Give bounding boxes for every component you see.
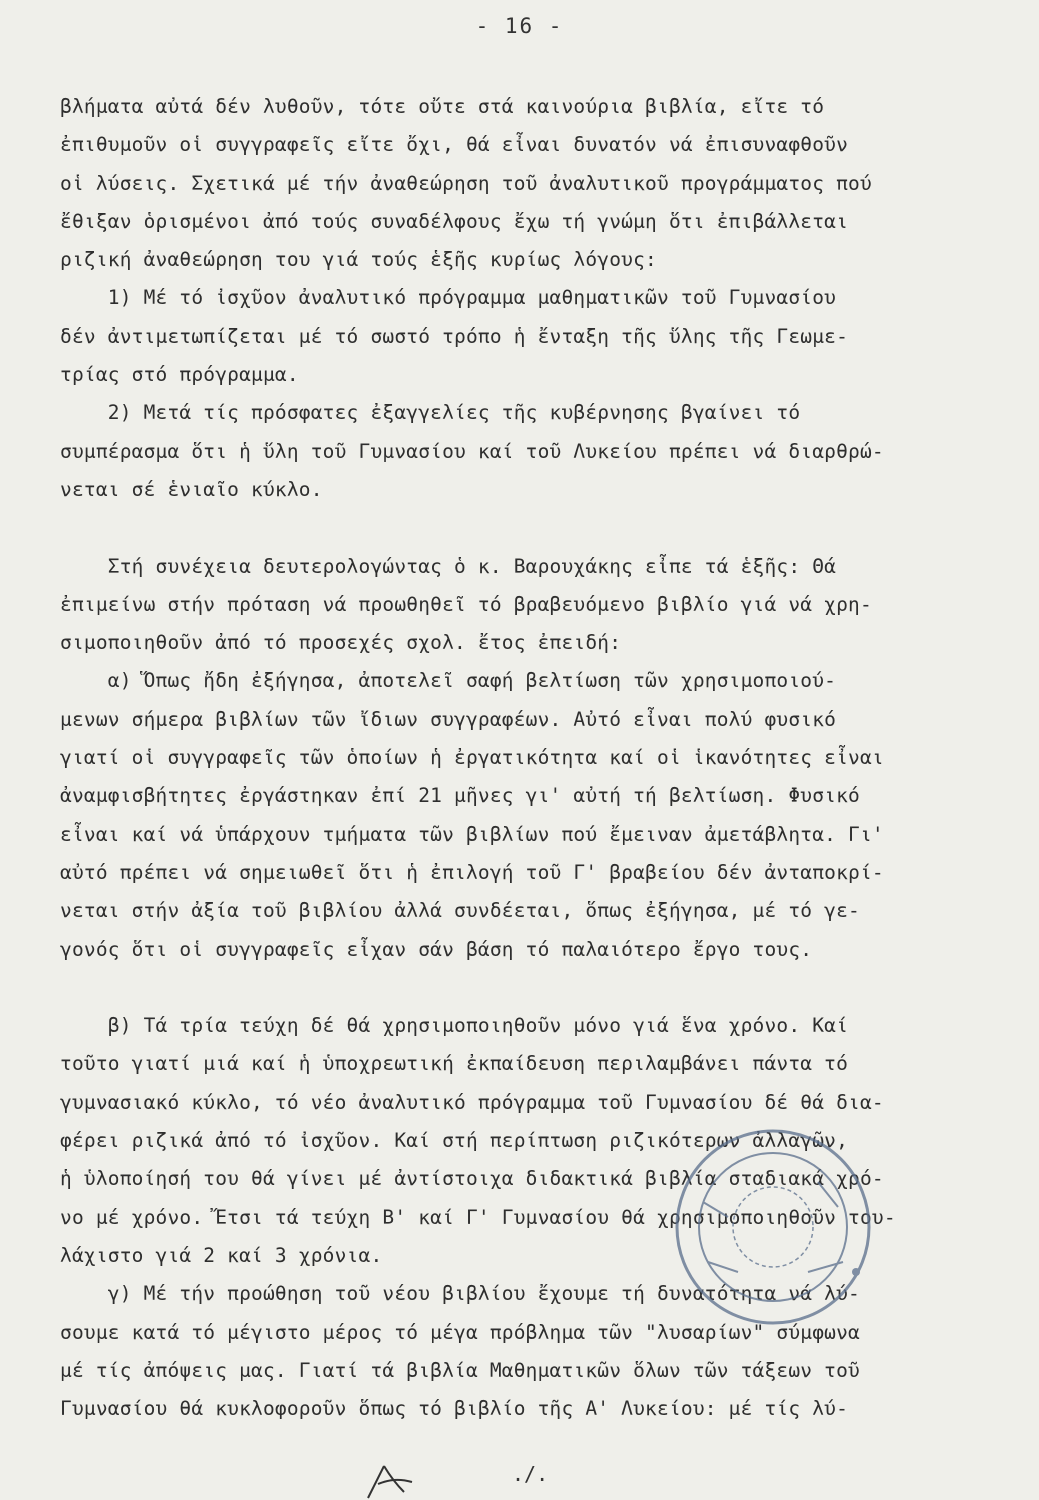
text-line: Γυμνασίου θά κυκλοφοροῦν ὅπως τό βιβλίο τῆς Α' Λυκείου: μέ τίς λύ- (60, 1397, 849, 1421)
text-line: τοῦτο γιατί μιά καί ἡ ὑποχρεωτική ἐκπαίδευση περιλαμβάνει πάντα τό (60, 1052, 849, 1076)
text-line: ἐπιθυμοῦν οἱ συγγραφεῖς εἴτε ὄχι, θά εἶναι δυνατόν νά ἐπισυναφθοῦν (60, 133, 849, 157)
text-line: σιμοποιηθοῦν ἀπό τό προσεχές σχολ. ἔτος ἐπειδή: (60, 631, 622, 655)
text-line: 2) Μετά τίς πρόσφατες ἐξαγγελίες τῆς κυβέρνησης βγαίνει τό (60, 401, 801, 425)
text-line: ἡ ὑλοποίησή του θά γίνει μέ ἀντίστοιχα διδακτικά βιβλία σταδιακά χρό- (60, 1167, 884, 1191)
text-line: Στή συνέχεια δευτερολογώντας ὁ κ. Βαρουχάκης εἶπε τά ἑξῆς: Θά (60, 554, 837, 578)
page-number: - 16 - (475, 14, 564, 38)
text-line: μενων σήμερα βιβλίων τῶν ἴδιων συγγραφέων. Αὐτό εἶναι πολύ φυσικό (60, 707, 837, 731)
continuation-mark: ./. (512, 1462, 549, 1486)
text-line: 1) Μέ τό ἰσχῦον ἀναλυτικό πρόγραμμα μαθηματικῶν τοῦ Γυμνασίου (60, 286, 837, 310)
text-line: γυμνασιακό κύκλο, τό νέο ἀναλυτικό πρόγραμμα τοῦ Γυμνασίου δέ θά δια- (60, 1090, 884, 1114)
text-line: νεται στήν ἀξία τοῦ βιβλίου ἀλλά συνδέεται, ὅπως ἐξήγησα, μέ τό γε- (60, 899, 860, 923)
text-line: νεται σέ ἑνιαῖο κύκλο. (60, 477, 323, 501)
text-line: συμπέρασμα ὅτι ἡ ὕλη τοῦ Γυμνασίου καί τοῦ Λυκείου πρέπει νά διαρθρώ- (60, 439, 884, 463)
text-line: εἶναι καί νά ὑπάρχουν τμήματα τῶν βιβλίων πού ἔμειναν ἀμετάβλητα. Γι' (60, 822, 884, 846)
text-line: τρίας στό πρόγραμμα. (60, 363, 299, 387)
text-line: ἔθιξαν ὁρισμένοι ἀπό τούς συναδέλφους ἔχω τή γνώμη ὅτι ἐπιβάλλεται (60, 209, 849, 233)
text-line: δέν ἀντιμετωπίζεται μέ τό σωστό τρόπο ἡ ἔνταξη τῆς ὕλης τῆς Γεωμε- (60, 324, 849, 348)
text-line: νο μέ χρόνο. Ἔτσι τά τεύχη Β' καί Γ' Γυμνασίου θά χρησιμοποιηθοῦν του- (60, 1205, 896, 1229)
text-line (60, 969, 1020, 1007)
text-line (60, 509, 1020, 547)
text-line: β) Τά τρία τεύχη δέ θά χρησιμοποιηθοῦν μόνο γιά ἕνα χρόνο. Καί (60, 1014, 849, 1038)
text-line: αὐτό πρέπει νά σημειωθεῖ ὅτι ἡ ἐπιλογή τοῦ Γ' βραβείου δέν ἀνταποκρί- (60, 860, 884, 884)
typed-text-body (60, 88, 1020, 1428)
text-line: φέρει ριζικά ἀπό τό ἰσχῦον. Καί στή περίπτωση ριζικότερων ἀλλαγῶν, (60, 1129, 849, 1153)
text-line: γιατί οἱ συγγραφεῖς τῶν ὁποίων ἡ ἐργατικότητα καί οἱ ἱκανότητες εἶναι (60, 746, 884, 770)
text-line: α) Ὅπως ἤδη ἐξήγησα, ἀποτελεῖ σαφή βελτίωση τῶν χρησιμοποιού- (60, 669, 837, 693)
text-line: ἐπιμείνω στήν πρόταση νά προωθηθεῖ τό βραβευόμενο βιβλίο γιά νά χρη- (60, 592, 872, 616)
handwritten-signature (360, 1462, 420, 1500)
text-line: βλήματα αὐτά δέν λυθοῦν, τότε οὔτε στά καινούρια βιβλία, εἴτε τό (60, 95, 825, 118)
text-line: γ) Μέ τήν προώθηση τοῦ νέου βιβλίου ἔχουμε τή δυνατότητα νά λύ- (60, 1282, 860, 1306)
text-line: σουμε κατά τό μέγιστο μέρος τό μέγα πρόβλημα τῶν "λυσαρίων" σύμφωνα (60, 1320, 860, 1344)
text-line: ἀναμφισβήτητες ἐργάστηκαν ἐπί 21 μῆνες γι' αὐτή τή βελτίωση. Φυσικό (60, 784, 860, 808)
text-line: μέ τίς ἀπόψεις μας. Γιατί τά βιβλία Μαθηματικῶν ὅλων τῶν τάξεων τοῦ (60, 1358, 860, 1382)
text-line: γονός ὅτι οἱ συγγραφεῖς εἶχαν σάν βάση τό παλαιότερο ἔργο τους. (60, 937, 813, 961)
text-line: οἱ λύσεις. Σχετικά μέ τήν ἀναθεώρηση τοῦ ἀναλυτικοῦ προγράμματος πού (60, 171, 872, 195)
text-line: ριζική ἀναθεώρηση του γιά τούς ἑξῆς κυρίως λόγους: (60, 248, 657, 272)
text-line: λάχιστο γιά 2 καί 3 χρόνια. (60, 1243, 383, 1267)
